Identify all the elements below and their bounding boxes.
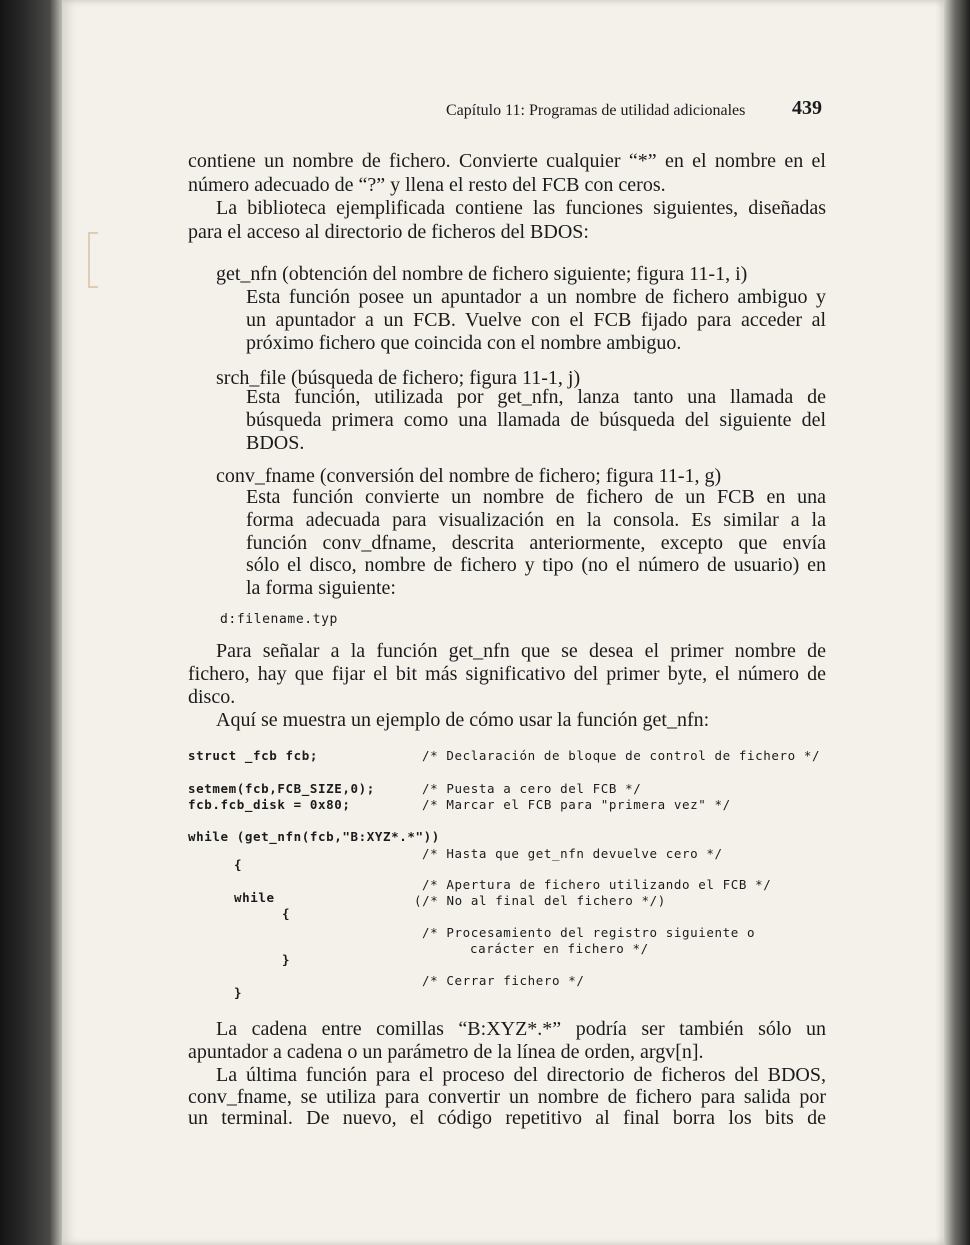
entry-line: Esta función convierte un nombre de fichero de un FCB en una — [246, 486, 826, 508]
running-head-title: Capítulo 11: Programas de utilidad adicionales — [446, 102, 746, 119]
entry-line: BDOS. — [246, 432, 305, 454]
code-comment: carácter en fichero */ — [470, 941, 649, 956]
code-comment: /* Procesamiento del registro siguiente o — [422, 925, 756, 940]
entry-line: función conv_dfname, descrita anteriormente, excepto que envía — [246, 532, 826, 554]
entry-line: búsqueda primera como una llamada de búsqueda del siguiente del — [246, 409, 826, 431]
entry-heading: conv_fname (conversión del nombre de fichero; figura 11-1, g) — [216, 465, 722, 487]
body-line: apuntador a cadena o un parámetro de la línea de orden, argv[n]. — [188, 1041, 704, 1063]
code-comment: /* Apertura de fichero utilizando el FCB */ — [422, 877, 772, 892]
code-comment: /* Marcar el FCB para "primera vez" */ — [422, 797, 731, 812]
body-line: La biblioteca ejemplificada contiene las funciones siguientes, diseñadas — [216, 197, 826, 219]
body-line: fichero, hay que fijar el bit más significativo del primer byte, el número de — [188, 663, 826, 685]
body-line: número adecuado de “?” y llena el resto del FCB con ceros. — [188, 174, 666, 196]
body-line: La cadena entre comillas “B:XYZ*.*” podría ser también sólo un — [216, 1018, 826, 1040]
body-line: para el acceso al directorio de ficheros del BDOS: — [188, 221, 589, 243]
body-line: Aquí se muestra un ejemplo de cómo usar la función get_nfn: — [216, 709, 710, 731]
body-line: disco. — [188, 686, 236, 708]
code-line: setmem(fcb,FCB_SIZE,0); — [188, 781, 375, 796]
code-comment: /* Puesta a cero del FCB */ — [422, 781, 642, 796]
code-brace: } — [234, 985, 243, 1000]
entry-line: sólo el disco, nombre de fichero y tipo (no el número de usuario) en — [246, 554, 826, 576]
code-comment: /* Cerrar fichero */ — [422, 973, 585, 988]
entry-line: la forma siguiente: — [246, 577, 396, 599]
code-brace: } — [282, 952, 291, 967]
code-brace: { — [282, 906, 291, 921]
body-line: Para señalar a la función get_nfn que se desea el primer nombre de — [216, 640, 826, 662]
code-line: fcb.fcb_disk = 0x80; — [188, 797, 351, 812]
entry-line: forma adecuada para visualización en la consola. Es similar a la — [246, 509, 826, 531]
entry-line: un apuntador a un FCB. Vuelve con el FCB fijado para acceder al — [246, 309, 826, 331]
body-line: contiene un nombre de fichero. Convierte cualquier “*” en el nombre en el — [188, 150, 826, 172]
page-edge — [944, 0, 970, 1245]
body-line: un terminal. De nuevo, el código repetitivo al final borra los bits de — [188, 1107, 826, 1129]
running-header — [440, 97, 830, 123]
entry-heading: srch_file (búsqueda de fichero; figura 11-1, j) — [216, 367, 581, 389]
code-comment: /* Declaración de bloque de control de fichero */ — [422, 748, 821, 763]
entry-line: Esta función, utilizada por get_nfn, lanza tanto una llamada de — [246, 386, 826, 408]
body-line: La última función para el proceso del directorio de ficheros del BDOS, — [216, 1064, 826, 1086]
code-comment: (/* No al final del fichero */) — [414, 893, 666, 908]
code-line: struct _fcb fcb; — [188, 748, 319, 763]
entry-line: Esta función posee un apuntador a un nombre de fichero ambiguo y — [246, 286, 826, 308]
code-line: while (get_nfn(fcb,"B:XYZ*.*")) — [188, 829, 440, 844]
body-line: conv_fname, se utiliza para convertir un nombre de fichero para salida por — [188, 1086, 826, 1108]
code-brace: { — [234, 857, 243, 872]
book-binding — [0, 0, 62, 1245]
entry-heading: get_nfn (obtención del nombre de fichero siguiente; figura 11-1, i) — [216, 263, 748, 285]
margin-mark — [88, 232, 98, 288]
page-number: 439 — [792, 97, 822, 119]
code-comment: /* Hasta que get_nfn devuelve cero */ — [422, 846, 723, 861]
code-line: while — [234, 890, 275, 905]
filename-format-example: d:filename.typ — [220, 612, 338, 627]
entry-line: próximo fichero que coincida con el nombre ambiguo. — [246, 332, 682, 354]
